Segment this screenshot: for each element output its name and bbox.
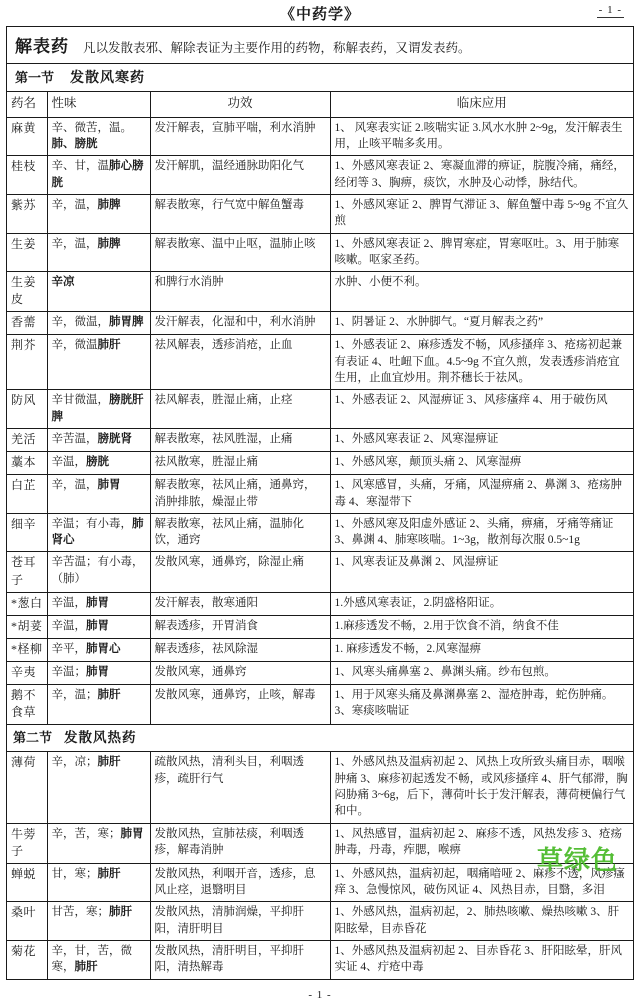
- section-number: 第二节: [13, 729, 53, 745]
- header-page-number: - 1 -: [598, 4, 622, 16]
- column-header-clinical-use: 临床应用: [330, 92, 633, 117]
- table-row: [7, 684, 633, 724]
- cell-clinical-use: 1、外感风寒证 2、脾胃气滞证 3、解鱼蟹中毒 5~9g 不宜久煎: [330, 195, 633, 234]
- table-row: [7, 312, 633, 335]
- cell-clinical-use: 1、 风寒表实证 2.咳喘实证 3.风水水肿 2~9g，发汗解表生用，止咳平喘多炙用。: [330, 117, 633, 156]
- table-row: [7, 902, 633, 941]
- cell-herb-name: 藁本: [7, 452, 47, 475]
- cell-herb-name: 香薷: [7, 312, 47, 335]
- column-header-effects: 功效: [150, 92, 330, 117]
- cell-herb-name: 蝉蜕: [7, 863, 47, 902]
- cell-effects: 和脾行水消肿: [150, 272, 330, 312]
- cell-effects: 解表散寒，行气宽中解鱼蟹毒: [150, 195, 330, 234]
- cell-effects: 发汗解表，宣肺平喘，利水消肿: [150, 117, 330, 156]
- table-row: [7, 592, 633, 615]
- cell-herb-name: 细辛: [7, 513, 47, 552]
- watermark: 草绿色: [536, 846, 618, 876]
- table-row: [7, 272, 633, 312]
- cell-properties: 辛，温，肺脾: [47, 233, 150, 272]
- cell-properties: 辛温；有小毒，肺肾心: [47, 513, 150, 552]
- cell-effects: 解表散寒，祛风止痛，通鼻窍，消肿排脓，燥湿止带: [150, 475, 330, 514]
- table-row: [7, 752, 633, 823]
- footer-page-number: - 1 -: [308, 988, 332, 1001]
- cell-herb-name: 薄荷: [7, 752, 47, 823]
- cell-herb-name: 生姜: [7, 233, 47, 272]
- table-row: [7, 335, 633, 390]
- cell-effects: 发汗解表，化湿和中，利水消肿: [150, 312, 330, 335]
- cell-properties: 辛，温，肺脾: [47, 195, 150, 234]
- cell-herb-name: 荆芥: [7, 335, 47, 390]
- table-row: [7, 940, 633, 978]
- cell-herb-name: 羌活: [7, 429, 47, 452]
- table-row: [7, 475, 633, 514]
- herb-table: [7, 92, 633, 979]
- intro-block: [7, 27, 633, 64]
- cell-properties: 辛苦温，膀胱肾: [47, 429, 150, 452]
- cell-clinical-use: 1、阴暑证 2、水肿脚气。“夏月解表之药”: [330, 312, 633, 335]
- cell-effects: 发汗解肌，温经通脉助阳化气: [150, 156, 330, 195]
- cell-effects: 发散风热，宣肺祛痰，利咽透疹，解毒消肿: [150, 823, 330, 863]
- cell-properties: 辛，苦，寒；肺胃: [47, 823, 150, 863]
- table-row: [7, 117, 633, 156]
- cell-properties: 辛温，肺胃: [47, 615, 150, 638]
- running-head: [6, 0, 634, 26]
- cell-clinical-use: 1、风热感冒，温病初起 2、麻疹不透，风热发疹 3、疮疡肿毒，丹毒，痄腮，喉痹: [330, 823, 633, 863]
- cell-properties: 甘苦，寒；肺肝: [47, 902, 150, 941]
- cell-herb-name: 牛蒡子: [7, 823, 47, 863]
- intro-heading: 解表药: [15, 37, 69, 56]
- cell-properties: 辛温，肺胃: [47, 592, 150, 615]
- cell-effects: 解表散寒，祛风胜湿，止痛: [150, 429, 330, 452]
- cell-herb-name: *胡荽: [7, 615, 47, 638]
- table-row: [7, 195, 633, 234]
- cell-properties: 辛温，膀胱: [47, 452, 150, 475]
- table-row: [7, 863, 633, 902]
- table-row: [7, 233, 633, 272]
- content-frame: [6, 26, 634, 980]
- cell-herb-name: *柽柳: [7, 638, 47, 661]
- cell-clinical-use: 1、外感表证 2、风湿痹证 3、风疹瘙痒 4、用于破伤风: [330, 390, 633, 429]
- cell-herb-name: 防风: [7, 390, 47, 429]
- cell-herb-name: 辛夷: [7, 661, 47, 684]
- cell-properties: 辛平，肺胃心: [47, 638, 150, 661]
- cell-herb-name: 生姜皮: [7, 272, 47, 312]
- table-row: [7, 452, 633, 475]
- cell-clinical-use: 1、用于风寒头痛及鼻渊鼻塞 2、湿疮肿毒，蛇伤肿痛。3、寒痰咳喘证: [330, 684, 633, 724]
- section-name: 发散风热药: [64, 729, 137, 745]
- cell-clinical-use: 1、外感风热及温病初起 2、目赤昏花 3、肝阳眩晕，肝风实证 4、疔疮中毒: [334, 944, 622, 974]
- cell-clinical-use: 1、外感表证 2、麻疹透发不畅，风疹搔痒 3、疮疡初起兼有表证 4、吐衄下血。4.5~9g 不宜久煎，发表透疹消疮宜生用，止血宜炒用。荆芥穗长于祛风。: [330, 335, 633, 390]
- cell-properties: 辛温；肺胃: [47, 661, 150, 684]
- page-title: 《中药学》: [279, 6, 360, 23]
- cell-herb-name: 桑叶: [7, 902, 47, 941]
- cell-effects: 发散风寒，通鼻窍: [150, 661, 330, 684]
- cell-clinical-use: 1.外感风寒表证，2.阴盛格阳证。: [330, 592, 633, 615]
- intro-text: 凡以发散表邪、解除表证为主要作用的药物，称解表药，又谓发表药。: [83, 41, 471, 55]
- cell-effects: 发散风寒，通鼻窍，止咳，解毒: [150, 684, 330, 724]
- cell-properties: 辛、甘，温肺心膀胱: [47, 156, 150, 195]
- cell-herb-name: 菊花: [7, 940, 47, 978]
- section-name: 发散风寒药: [70, 71, 146, 86]
- page-footer: [6, 980, 634, 1001]
- cell-clinical-use: 1、外感风寒表证 2、脾胃寒症，胃寒呕吐。3、用于肺寒咳嗽。呕家圣药。: [330, 233, 633, 272]
- cell-clinical-use: 1、外感风寒表证 2、寒凝血滞的痹证，脘腹冷痛，痛经，经闭等 3、胸痹，痰饮，水肿及心动悸，脉结代。: [330, 156, 633, 195]
- cell-properties: 辛，甘，苦，微寒，肺肝: [47, 940, 150, 978]
- cell-clinical-use: 1、外感风寒，颠顶头痛 2、风寒湿痹: [330, 452, 633, 475]
- table-row: [7, 638, 633, 661]
- cell-effects: 解表散寒、温中止呕，温肺止咳: [150, 233, 330, 272]
- table-row: [7, 661, 633, 684]
- cell-properties: 辛，温，肺胃: [47, 475, 150, 514]
- cell-clinical-use: 1.麻疹透发不畅，2.用于饮食不消，纳食不佳: [330, 615, 633, 638]
- cell-properties: 辛甘微温，膀胱肝脾: [47, 390, 150, 429]
- cell-effects: 祛风解表，胜湿止痛，止痉: [150, 390, 330, 429]
- section-heading-cell: [7, 724, 633, 751]
- cell-properties: 辛，凉；肺肝: [47, 752, 150, 823]
- cell-herb-name: 桂枝: [7, 156, 47, 195]
- cell-clinical-use: 1、外感风寒表证 2、风寒湿痹证: [330, 429, 633, 452]
- cell-properties: 辛苦温；有小毒，（肺）: [47, 552, 150, 592]
- cell-effects: 解表透疹，开胃消食: [150, 615, 330, 638]
- table-row: [7, 513, 633, 552]
- cell-properties: 辛，微温肺肝: [47, 335, 150, 390]
- table-row: [7, 156, 633, 195]
- table-row: [7, 552, 633, 592]
- cell-properties: 辛、微苦，温。肺、膀胱: [47, 117, 150, 156]
- cell-effects: 祛风解表，透疹消疮，止血: [150, 335, 330, 390]
- cell-herb-name: 鹅不食草: [7, 684, 47, 724]
- cell-clinical-use: 1、风寒头痛鼻塞 2、鼻渊头痛。纱布包煎。: [330, 661, 633, 684]
- table-row: [7, 429, 633, 452]
- section-number: 第一节: [15, 70, 55, 85]
- cell-herb-name: 麻黄: [7, 117, 47, 156]
- cell-properties: 辛凉: [47, 272, 150, 312]
- cell-properties: 辛，温；肺肝: [47, 684, 150, 724]
- table-row: [7, 390, 633, 429]
- cell-effects: 发散风热，清肺润燥，平抑肝阳，清肝明目: [150, 902, 330, 941]
- cell-herb-name: 白芷: [7, 475, 47, 514]
- cell-effects: 发散风热，清肝明目，平抑肝阳，清热解毒: [150, 940, 330, 978]
- section-heading-1: [7, 64, 633, 92]
- table-header-row: [7, 92, 633, 117]
- column-header-name: 药名: [7, 92, 47, 117]
- cell-effects: 祛风散寒，胜湿止痛: [150, 452, 330, 475]
- cell-clinical-use: 1、外感风热及温病初起 2、风热上攻所致头痛目赤，咽喉肿痛 3、麻疹初起透发不畅，或风疹搔痒 4、肝气郁滞，胸闷胁痛 3~6g，后下，薄荷叶长于发汗解表，薄荷梗偏行气和中。: [330, 752, 633, 823]
- cell-clinical-use: 1、风寒感冒，头痛，牙痛，风湿痹痛 2、鼻渊 3、疮疡肿毒 4、寒湿带下: [330, 475, 633, 514]
- cell-properties: 辛，微温，肺胃脾: [47, 312, 150, 335]
- cell-clinical-use: 1. 麻疹透发不畅，2.风寒湿痹: [330, 638, 633, 661]
- cell-effects: 疏散风热，清利头目，利咽透疹，疏肝行气: [150, 752, 330, 823]
- table-row: [7, 615, 633, 638]
- cell-effects: 发散风寒，通鼻窍，除湿止痛: [150, 552, 330, 592]
- cell-herb-name: *葱白: [7, 592, 47, 615]
- cell-herb-name: 紫苏: [7, 195, 47, 234]
- cell-clinical-use: 水肿、小便不利。: [330, 272, 633, 312]
- cell-clinical-use: 1、外感风热，温病初起，咽痛喑哑 2、麻疹不透，风疹瘙痒 3、急慢惊风，破伤风证 4、风热目赤，目翳，多泪: [330, 863, 633, 902]
- table-body: [7, 117, 633, 978]
- cell-effects: 解表散寒，祛风止痛，温肺化饮，通窍: [150, 513, 330, 552]
- section-heading-2: [7, 724, 633, 751]
- cell-properties: 甘，寒；肺肝: [47, 863, 150, 902]
- cell-clinical-use: 1、外感风热，温病初起，2、肺热咳嗽、燥热咳嗽 3、肝阳眩晕，目赤昏花: [330, 902, 633, 941]
- table-row: [7, 823, 633, 863]
- cell-herb-name: 苍耳子: [7, 552, 47, 592]
- column-header-properties: 性味: [47, 92, 150, 117]
- cell-effects: 发汗解表，散寒通阳: [150, 592, 330, 615]
- cell-clinical-use: 1、外感风寒及阳虚外感证 2、头痛，痹痛，牙痛等痛证 3、鼻渊 4、肺寒咳喘。1~3g，散剂每次服 0.5~1g: [330, 513, 633, 552]
- cell-effects: 解表透疹，祛风除湿: [150, 638, 330, 661]
- table-header: [7, 92, 633, 117]
- cell-clinical-use: 1、风寒表证及鼻渊 2、风湿痹证: [330, 552, 633, 592]
- cell-effects: 发散风热，利咽开音，透疹，息风止痉，退翳明目: [150, 863, 330, 902]
